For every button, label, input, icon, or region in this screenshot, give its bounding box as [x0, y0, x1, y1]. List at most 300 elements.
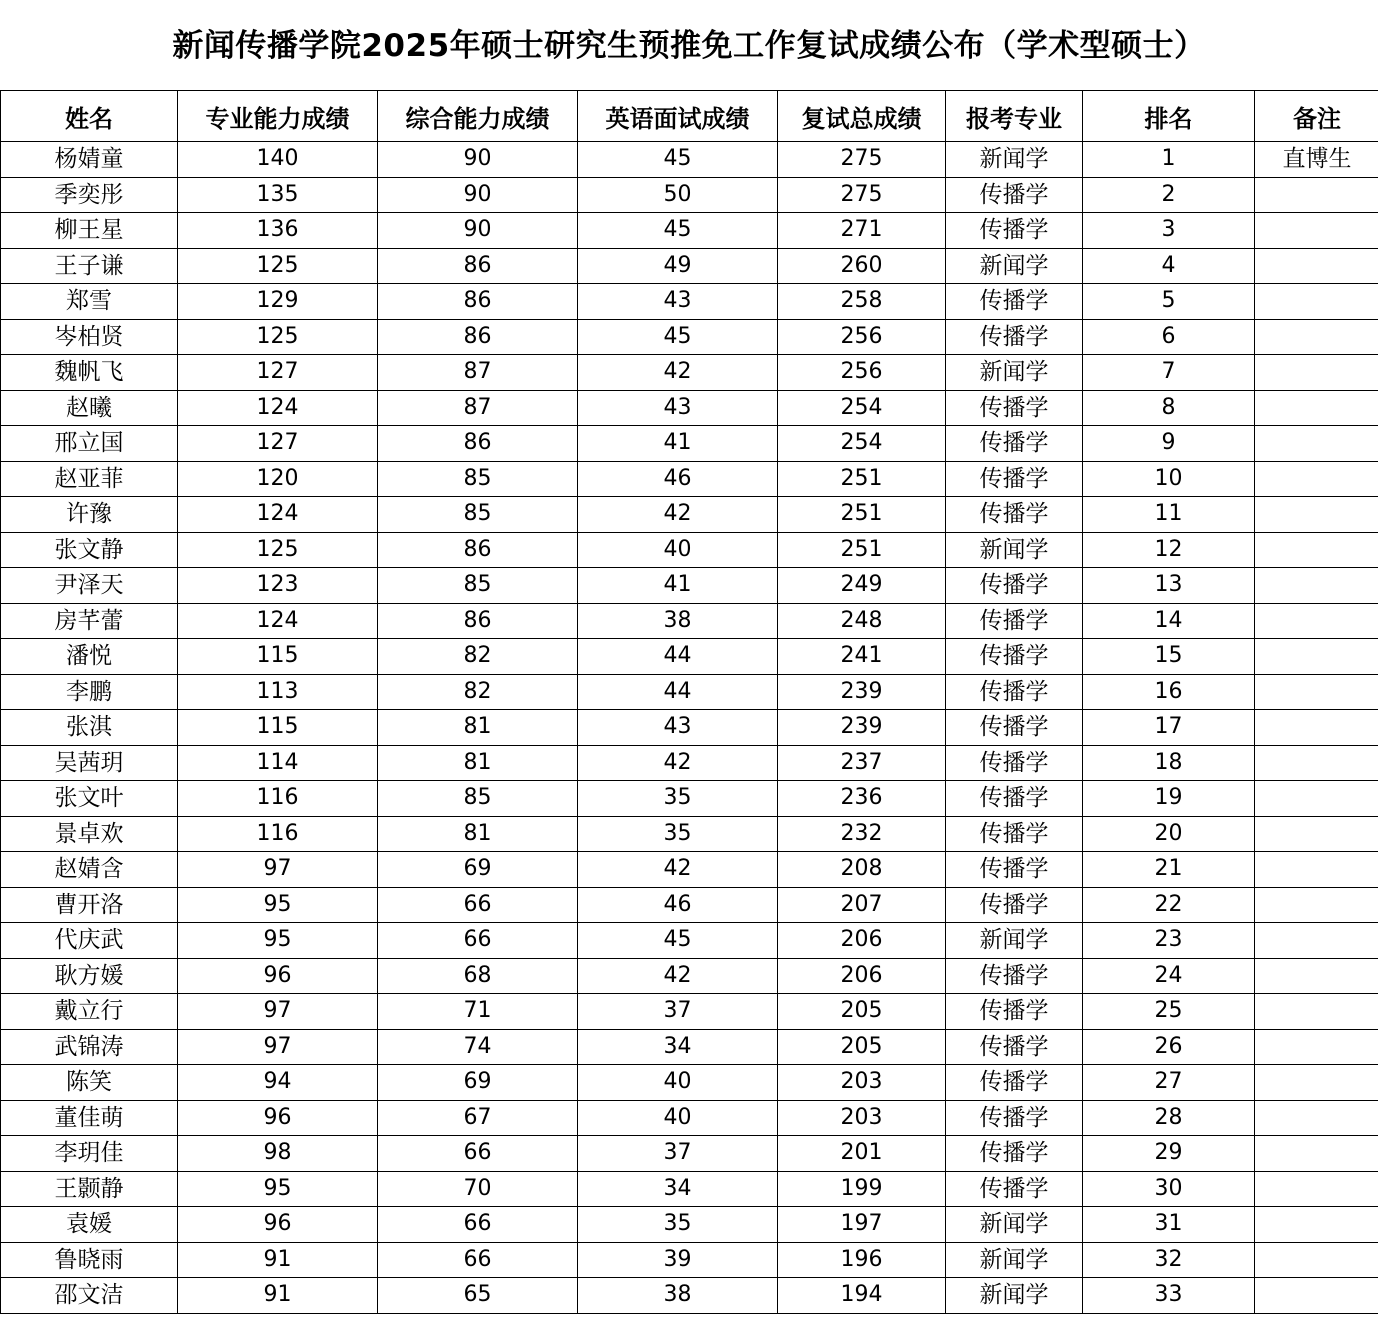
cell-remarks: [1255, 639, 1378, 675]
cell-comprehensive-score: 66: [378, 923, 578, 959]
cell-name: 董佳萌: [1, 1100, 178, 1136]
cell-professional-score: 125: [178, 319, 378, 355]
cell-comprehensive-score: 65: [378, 1278, 578, 1314]
cell-rank: 26: [1083, 1029, 1255, 1065]
cell-remarks: 直博生: [1255, 142, 1378, 178]
table-row: [1, 710, 1378, 746]
cell-professional-score: 135: [178, 177, 378, 213]
cell-comprehensive-score: 66: [378, 1136, 578, 1172]
cell-rank: 27: [1083, 1065, 1255, 1101]
cell-comprehensive-score: 66: [378, 1242, 578, 1278]
cell-major: 传播学: [946, 319, 1083, 355]
cell-rank: 13: [1083, 568, 1255, 604]
cell-rank: 21: [1083, 852, 1255, 888]
cell-english-interview-score: 35: [578, 816, 778, 852]
cell-total-score: 256: [778, 355, 946, 391]
cell-major: 传播学: [946, 994, 1083, 1030]
table-row: [1, 1029, 1378, 1065]
cell-rank: 12: [1083, 532, 1255, 568]
cell-english-interview-score: 41: [578, 568, 778, 604]
cell-professional-score: 127: [178, 426, 378, 462]
cell-remarks: [1255, 710, 1378, 746]
cell-comprehensive-score: 74: [378, 1029, 578, 1065]
cell-total-score: 196: [778, 1242, 946, 1278]
cell-remarks: [1255, 213, 1378, 249]
cell-total-score: 205: [778, 1029, 946, 1065]
cell-remarks: [1255, 1278, 1378, 1314]
cell-professional-score: 91: [178, 1242, 378, 1278]
cell-professional-score: 97: [178, 1029, 378, 1065]
cell-comprehensive-score: 85: [378, 781, 578, 817]
cell-total-score: 275: [778, 177, 946, 213]
cell-major: 传播学: [946, 958, 1083, 994]
cell-name: 张淇: [1, 710, 178, 746]
cell-comprehensive-score: 85: [378, 461, 578, 497]
cell-name: 房芊蕾: [1, 603, 178, 639]
cell-rank: 2: [1083, 177, 1255, 213]
cell-english-interview-score: 44: [578, 674, 778, 710]
cell-rank: 20: [1083, 816, 1255, 852]
cell-comprehensive-score: 82: [378, 639, 578, 675]
cell-name: 岑柏贤: [1, 319, 178, 355]
cell-total-score: 207: [778, 887, 946, 923]
cell-rank: 31: [1083, 1207, 1255, 1243]
cell-professional-score: 123: [178, 568, 378, 604]
table-row: [1, 1065, 1378, 1101]
cell-remarks: [1255, 532, 1378, 568]
cell-comprehensive-score: 85: [378, 568, 578, 604]
cell-total-score: 260: [778, 248, 946, 284]
cell-name: 鲁晓雨: [1, 1242, 178, 1278]
cell-rank: 23: [1083, 923, 1255, 959]
table-row: [1, 319, 1378, 355]
cell-major: 传播学: [946, 639, 1083, 675]
cell-rank: 10: [1083, 461, 1255, 497]
cell-remarks: [1255, 390, 1378, 426]
cell-major: 传播学: [946, 497, 1083, 533]
cell-remarks: [1255, 745, 1378, 781]
cell-remarks: [1255, 852, 1378, 888]
table-row: [1, 213, 1378, 249]
cell-name: 赵婧含: [1, 852, 178, 888]
column-header-major: 报考专业: [946, 91, 1083, 142]
table-row: [1, 674, 1378, 710]
cell-major: 传播学: [946, 390, 1083, 426]
cell-remarks: [1255, 994, 1378, 1030]
column-header-english-interview-score: 英语面试成绩: [578, 91, 778, 142]
cell-name: 尹泽天: [1, 568, 178, 604]
cell-total-score: 239: [778, 674, 946, 710]
cell-remarks: [1255, 1100, 1378, 1136]
cell-remarks: [1255, 958, 1378, 994]
cell-name: 柳王星: [1, 213, 178, 249]
cell-remarks: [1255, 1136, 1378, 1172]
cell-remarks: [1255, 497, 1378, 533]
cell-rank: 11: [1083, 497, 1255, 533]
cell-major: 传播学: [946, 603, 1083, 639]
cell-major: 新闻学: [946, 1278, 1083, 1314]
table-row: [1, 177, 1378, 213]
cell-remarks: [1255, 426, 1378, 462]
cell-major: 传播学: [946, 1029, 1083, 1065]
cell-major: 传播学: [946, 213, 1083, 249]
cell-english-interview-score: 42: [578, 745, 778, 781]
cell-remarks: [1255, 177, 1378, 213]
cell-professional-score: 98: [178, 1136, 378, 1172]
cell-total-score: 201: [778, 1136, 946, 1172]
cell-professional-score: 91: [178, 1278, 378, 1314]
table-row: [1, 923, 1378, 959]
cell-professional-score: 129: [178, 284, 378, 320]
cell-name: 李鹏: [1, 674, 178, 710]
table-row: [1, 994, 1378, 1030]
cell-comprehensive-score: 66: [378, 887, 578, 923]
cell-english-interview-score: 50: [578, 177, 778, 213]
cell-total-score: 241: [778, 639, 946, 675]
cell-english-interview-score: 40: [578, 1100, 778, 1136]
cell-rank: 1: [1083, 142, 1255, 178]
cell-rank: 22: [1083, 887, 1255, 923]
cell-comprehensive-score: 69: [378, 852, 578, 888]
cell-name: 邵文洁: [1, 1278, 178, 1314]
cell-total-score: 254: [778, 426, 946, 462]
cell-major: 新闻学: [946, 355, 1083, 391]
table-row: [1, 603, 1378, 639]
cell-professional-score: 96: [178, 1100, 378, 1136]
cell-remarks: [1255, 568, 1378, 604]
cell-name: 赵曦: [1, 390, 178, 426]
cell-major: 传播学: [946, 426, 1083, 462]
cell-major: 传播学: [946, 781, 1083, 817]
cell-total-score: 251: [778, 497, 946, 533]
cell-english-interview-score: 41: [578, 426, 778, 462]
table-row: [1, 248, 1378, 284]
cell-rank: 16: [1083, 674, 1255, 710]
table-row: [1, 426, 1378, 462]
cell-professional-score: 125: [178, 532, 378, 568]
cell-total-score: 199: [778, 1171, 946, 1207]
cell-total-score: 251: [778, 532, 946, 568]
cell-major: 传播学: [946, 674, 1083, 710]
cell-professional-score: 94: [178, 1065, 378, 1101]
cell-english-interview-score: 40: [578, 1065, 778, 1101]
cell-english-interview-score: 37: [578, 1136, 778, 1172]
cell-name: 袁媛: [1, 1207, 178, 1243]
cell-rank: 8: [1083, 390, 1255, 426]
cell-total-score: 248: [778, 603, 946, 639]
cell-professional-score: 95: [178, 1171, 378, 1207]
cell-professional-score: 113: [178, 674, 378, 710]
cell-total-score: 197: [778, 1207, 946, 1243]
cell-english-interview-score: 49: [578, 248, 778, 284]
cell-professional-score: 120: [178, 461, 378, 497]
cell-english-interview-score: 42: [578, 958, 778, 994]
cell-major: 新闻学: [946, 248, 1083, 284]
cell-name: 季奕彤: [1, 177, 178, 213]
header-row: [1, 91, 1378, 142]
cell-comprehensive-score: 90: [378, 177, 578, 213]
cell-comprehensive-score: 86: [378, 284, 578, 320]
cell-comprehensive-score: 85: [378, 497, 578, 533]
column-header-name: 姓名: [1, 91, 178, 142]
cell-remarks: [1255, 461, 1378, 497]
cell-major: 传播学: [946, 852, 1083, 888]
cell-professional-score: 125: [178, 248, 378, 284]
cell-name: 许豫: [1, 497, 178, 533]
cell-remarks: [1255, 1242, 1378, 1278]
table-row: [1, 816, 1378, 852]
cell-rank: 7: [1083, 355, 1255, 391]
table-row: [1, 1171, 1378, 1207]
cell-total-score: 236: [778, 781, 946, 817]
page-title: 新闻传播学院2025年硕士研究生预推免工作复试成绩公布（学术型硕士）: [172, 28, 1206, 64]
cell-major: 传播学: [946, 816, 1083, 852]
cell-comprehensive-score: 86: [378, 532, 578, 568]
cell-major: 传播学: [946, 461, 1083, 497]
cell-remarks: [1255, 1171, 1378, 1207]
cell-english-interview-score: 45: [578, 213, 778, 249]
column-header-remarks: 备注: [1255, 91, 1378, 142]
cell-total-score: 249: [778, 568, 946, 604]
column-header-total-score: 复试总成绩: [778, 91, 946, 142]
cell-major: 传播学: [946, 284, 1083, 320]
cell-remarks: [1255, 1029, 1378, 1065]
cell-rank: 19: [1083, 781, 1255, 817]
cell-rank: 6: [1083, 319, 1255, 355]
cell-name: 张文静: [1, 532, 178, 568]
table-row: [1, 461, 1378, 497]
cell-professional-score: 140: [178, 142, 378, 178]
cell-comprehensive-score: 87: [378, 390, 578, 426]
cell-rank: 15: [1083, 639, 1255, 675]
cell-major: 新闻学: [946, 923, 1083, 959]
cell-english-interview-score: 35: [578, 781, 778, 817]
cell-comprehensive-score: 67: [378, 1100, 578, 1136]
cell-major: 新闻学: [946, 1207, 1083, 1243]
cell-comprehensive-score: 68: [378, 958, 578, 994]
cell-rank: 28: [1083, 1100, 1255, 1136]
cell-major: 新闻学: [946, 142, 1083, 178]
table-row: [1, 1207, 1378, 1243]
cell-professional-score: 116: [178, 816, 378, 852]
cell-remarks: [1255, 1207, 1378, 1243]
cell-english-interview-score: 42: [578, 497, 778, 533]
score-table: [0, 90, 1378, 1314]
cell-english-interview-score: 40: [578, 532, 778, 568]
cell-remarks: [1255, 1065, 1378, 1101]
cell-english-interview-score: 45: [578, 319, 778, 355]
cell-name: 潘悦: [1, 639, 178, 675]
table-row: [1, 390, 1378, 426]
cell-professional-score: 96: [178, 1207, 378, 1243]
cell-english-interview-score: 34: [578, 1029, 778, 1065]
table-body: [1, 142, 1378, 1314]
column-header-comprehensive-score: 综合能力成绩: [378, 91, 578, 142]
cell-total-score: 232: [778, 816, 946, 852]
cell-name: 邢立国: [1, 426, 178, 462]
cell-major: 传播学: [946, 177, 1083, 213]
cell-comprehensive-score: 86: [378, 426, 578, 462]
cell-total-score: 237: [778, 745, 946, 781]
cell-remarks: [1255, 781, 1378, 817]
table-row: [1, 1136, 1378, 1172]
cell-english-interview-score: 37: [578, 994, 778, 1030]
cell-total-score: 239: [778, 710, 946, 746]
cell-total-score: 208: [778, 852, 946, 888]
table-row: [1, 1278, 1378, 1314]
table-row: [1, 781, 1378, 817]
cell-rank: 9: [1083, 426, 1255, 462]
cell-comprehensive-score: 90: [378, 142, 578, 178]
cell-comprehensive-score: 82: [378, 674, 578, 710]
cell-major: 传播学: [946, 1136, 1083, 1172]
cell-rank: 24: [1083, 958, 1255, 994]
cell-rank: 18: [1083, 745, 1255, 781]
cell-rank: 5: [1083, 284, 1255, 320]
cell-rank: 29: [1083, 1136, 1255, 1172]
cell-rank: 4: [1083, 248, 1255, 284]
cell-major: 传播学: [946, 1171, 1083, 1207]
table-row: [1, 639, 1378, 675]
cell-comprehensive-score: 86: [378, 319, 578, 355]
table-row: [1, 1242, 1378, 1278]
table-row: [1, 1100, 1378, 1136]
cell-name: 王颢静: [1, 1171, 178, 1207]
cell-total-score: 275: [778, 142, 946, 178]
cell-professional-score: 124: [178, 390, 378, 426]
cell-english-interview-score: 43: [578, 390, 778, 426]
cell-english-interview-score: 34: [578, 1171, 778, 1207]
cell-comprehensive-score: 90: [378, 213, 578, 249]
cell-english-interview-score: 39: [578, 1242, 778, 1278]
table-row: [1, 532, 1378, 568]
cell-total-score: 251: [778, 461, 946, 497]
cell-rank: 3: [1083, 213, 1255, 249]
table-row: [1, 142, 1378, 178]
cell-total-score: 254: [778, 390, 946, 426]
cell-comprehensive-score: 69: [378, 1065, 578, 1101]
cell-remarks: [1255, 248, 1378, 284]
cell-comprehensive-score: 81: [378, 710, 578, 746]
table-row: [1, 887, 1378, 923]
cell-comprehensive-score: 86: [378, 603, 578, 639]
column-header-rank: 排名: [1083, 91, 1255, 142]
cell-remarks: [1255, 319, 1378, 355]
cell-total-score: 206: [778, 958, 946, 994]
cell-major: 传播学: [946, 745, 1083, 781]
cell-remarks: [1255, 816, 1378, 852]
cell-name: 杨婧童: [1, 142, 178, 178]
table-row: [1, 497, 1378, 533]
cell-total-score: 258: [778, 284, 946, 320]
cell-name: 赵亚菲: [1, 461, 178, 497]
cell-major: 传播学: [946, 887, 1083, 923]
cell-rank: 17: [1083, 710, 1255, 746]
cell-remarks: [1255, 284, 1378, 320]
cell-rank: 25: [1083, 994, 1255, 1030]
cell-major: 新闻学: [946, 1242, 1083, 1278]
cell-remarks: [1255, 887, 1378, 923]
cell-professional-score: 95: [178, 887, 378, 923]
cell-total-score: 203: [778, 1065, 946, 1101]
cell-major: 传播学: [946, 1100, 1083, 1136]
cell-professional-score: 127: [178, 355, 378, 391]
cell-professional-score: 115: [178, 639, 378, 675]
cell-professional-score: 97: [178, 852, 378, 888]
cell-name: 武锦涛: [1, 1029, 178, 1065]
table-row: [1, 568, 1378, 604]
cell-english-interview-score: 44: [578, 639, 778, 675]
cell-total-score: 271: [778, 213, 946, 249]
cell-professional-score: 136: [178, 213, 378, 249]
table-row: [1, 745, 1378, 781]
cell-english-interview-score: 43: [578, 284, 778, 320]
cell-professional-score: 114: [178, 745, 378, 781]
cell-english-interview-score: 42: [578, 355, 778, 391]
cell-comprehensive-score: 70: [378, 1171, 578, 1207]
cell-rank: 33: [1083, 1278, 1255, 1314]
table-row: [1, 852, 1378, 888]
column-header-professional-score: 专业能力成绩: [178, 91, 378, 142]
cell-major: 传播学: [946, 1065, 1083, 1101]
cell-english-interview-score: 46: [578, 887, 778, 923]
cell-total-score: 205: [778, 994, 946, 1030]
cell-remarks: [1255, 355, 1378, 391]
cell-major: 传播学: [946, 568, 1083, 604]
cell-professional-score: 124: [178, 497, 378, 533]
cell-professional-score: 115: [178, 710, 378, 746]
cell-english-interview-score: 43: [578, 710, 778, 746]
cell-name: 王子谦: [1, 248, 178, 284]
cell-english-interview-score: 45: [578, 142, 778, 178]
cell-name: 陈笑: [1, 1065, 178, 1101]
cell-professional-score: 97: [178, 994, 378, 1030]
cell-name: 吴茜玥: [1, 745, 178, 781]
cell-english-interview-score: 46: [578, 461, 778, 497]
cell-major: 传播学: [946, 710, 1083, 746]
cell-total-score: 203: [778, 1100, 946, 1136]
cell-name: 代庆武: [1, 923, 178, 959]
cell-name: 曹开洛: [1, 887, 178, 923]
cell-professional-score: 124: [178, 603, 378, 639]
cell-total-score: 194: [778, 1278, 946, 1314]
cell-english-interview-score: 38: [578, 1278, 778, 1314]
cell-rank: 14: [1083, 603, 1255, 639]
table-row: [1, 355, 1378, 391]
cell-total-score: 256: [778, 319, 946, 355]
cell-comprehensive-score: 87: [378, 355, 578, 391]
table-row: [1, 958, 1378, 994]
table-row: [1, 284, 1378, 320]
cell-english-interview-score: 45: [578, 923, 778, 959]
cell-remarks: [1255, 674, 1378, 710]
cell-rank: 30: [1083, 1171, 1255, 1207]
cell-professional-score: 116: [178, 781, 378, 817]
cell-name: 郑雪: [1, 284, 178, 320]
cell-remarks: [1255, 603, 1378, 639]
cell-comprehensive-score: 81: [378, 745, 578, 781]
cell-total-score: 206: [778, 923, 946, 959]
cell-english-interview-score: 38: [578, 603, 778, 639]
cell-comprehensive-score: 66: [378, 1207, 578, 1243]
cell-comprehensive-score: 86: [378, 248, 578, 284]
cell-name: 景卓欢: [1, 816, 178, 852]
cell-remarks: [1255, 923, 1378, 959]
cell-comprehensive-score: 71: [378, 994, 578, 1030]
cell-major: 新闻学: [946, 532, 1083, 568]
cell-name: 魏帆飞: [1, 355, 178, 391]
cell-name: 戴立行: [1, 994, 178, 1030]
